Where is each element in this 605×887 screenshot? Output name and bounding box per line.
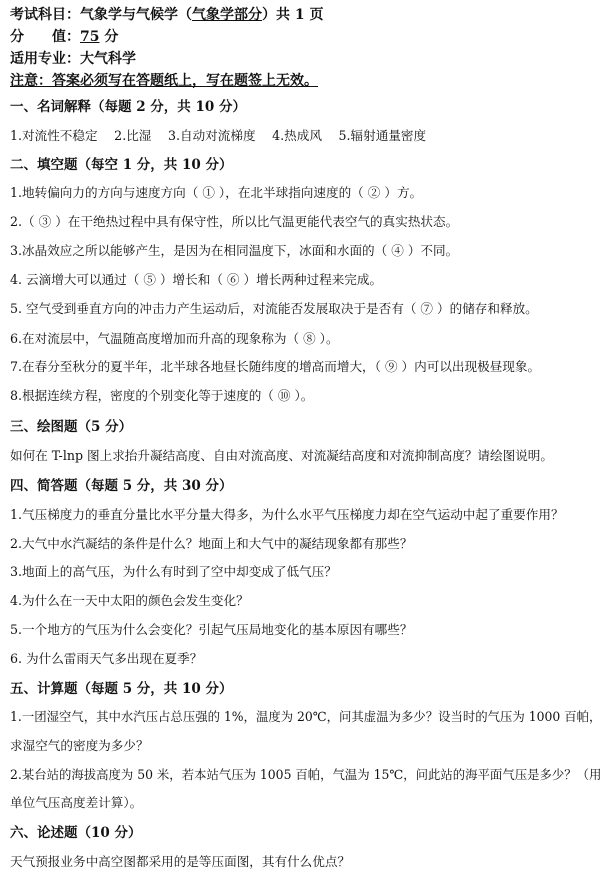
score-value: 75 <box>80 29 100 45</box>
fill-q4: 4. 云滴增大可以通过（ ⑤ ）增长和（ ⑥ ）增长两种过程来完成。 <box>10 272 383 287</box>
calc-q1-line1: 1.一团湿空气，其中水汽压占总压强的 1%，温度为 20℃，问其虚温为多少？设当时的气压为 1000 百帕， <box>10 709 602 724</box>
subject-part: 气象学部分 <box>192 7 262 23</box>
major-line: 适用专业：大气科学 <box>10 51 136 67</box>
calc-q1-line2: 求湿空气的密度为多少？ <box>10 738 149 753</box>
fill-q2: 2.（ ③ ）在干绝热过程中具有保守性，所以比气温更能代表空气的真实热状态。 <box>10 214 459 229</box>
subject-label: 考试科目：气象学与气候学（ <box>10 7 192 23</box>
short-q1: 1.气压梯度力的垂直分量比水平分量大得多，为什么水平气压梯度力却在空气运动中起了重要作用？ <box>10 507 564 522</box>
drawing-q1: 如何在 T-lnp 图上求抬升凝结高度、自由对流高度、对流凝结高度和对流抑制高度？请绘图说明。 <box>10 448 553 463</box>
fill-q7: 7.在春分至秋分的夏半年，北半球各地昼长随纬度的增高而增大，（ ⑨ ）内可以出现极昼现象。 <box>10 359 541 374</box>
fill-q8: 8.根据连续方程，密度的个别变化等于速度的（ ⑩ ）。 <box>10 388 314 403</box>
notice-line: 注意：答案必须写在答题纸上，写在题签上无效。 <box>10 73 318 89</box>
short-q2: 2.大气中水汽凝结的条件是什么？地面上和大气中的凝结现象都有那些？ <box>10 536 413 551</box>
fill-q6: 6.在对流层中，气温随高度增加而升高的现象称为（ ⑧ ）。 <box>10 331 339 346</box>
subject-tail: ）共 1 页 <box>262 7 324 23</box>
score-label: 分 值： <box>10 29 80 45</box>
fill-q3: 3.冰晶效应之所以能够产生，是因为在相同温度下，冰面和水面的（ ④ ）不同。 <box>10 243 459 258</box>
section-5-title: 五、计算题（每题 5 分，共 10 分） <box>10 681 233 697</box>
short-q5: 5.一个地方的气压为什么会变化？引起气压局地变化的基本原因有哪些？ <box>10 622 413 637</box>
short-q3: 3.地面上的高气压，为什么有时到了空中却变成了低气压？ <box>10 564 337 579</box>
short-q6: 6. 为什么雷雨天气多出现在夏季？ <box>10 651 203 666</box>
section-1-title: 一、名词解释（每题 2 分，共 10 分） <box>10 99 246 115</box>
calc-q2-line2: 单位气压高度差计算）。 <box>10 795 143 810</box>
section-3-title: 三、绘图题（5 分） <box>10 419 133 435</box>
score-line <box>10 28 118 46</box>
fill-q1: 1.地转偏向力的方向与速度方向（ ① ），在北半球指向速度的（ ② ）方。 <box>10 185 423 200</box>
score-unit: 分 <box>99 29 119 45</box>
essay-q1: 天气预报业务中高空图都采用的是等压面图，其有什么优点？ <box>10 854 351 869</box>
section-6-title: 六、论述题（10 分） <box>10 825 142 841</box>
section-2-title: 二、填空题（每空 1 分，共 10 分） <box>10 157 233 173</box>
fill-q5: 5. 空气受到垂直方向的冲击力产生运动后，对流能否发展取决于是否有（ ⑦ ）的储存和释放。 <box>10 301 538 316</box>
calc-q2-line1: 2.某台站的海拔高度为 50 米，若本站气压为 1005 百帕，气温为 15℃，问此站的海平面气压是多少？（用 <box>10 767 602 782</box>
section-1-item: 1.对流性不稳定 2.比湿 3.自动对流梯度 4.热成风 5.辐射通量密度 <box>10 128 427 143</box>
short-q4: 4.为什么在一天中太阳的颜色会发生变化？ <box>10 593 249 608</box>
subject-line <box>10 6 324 24</box>
section-4-title: 四、简答题（每题 5 分，共 30 分） <box>10 478 233 494</box>
